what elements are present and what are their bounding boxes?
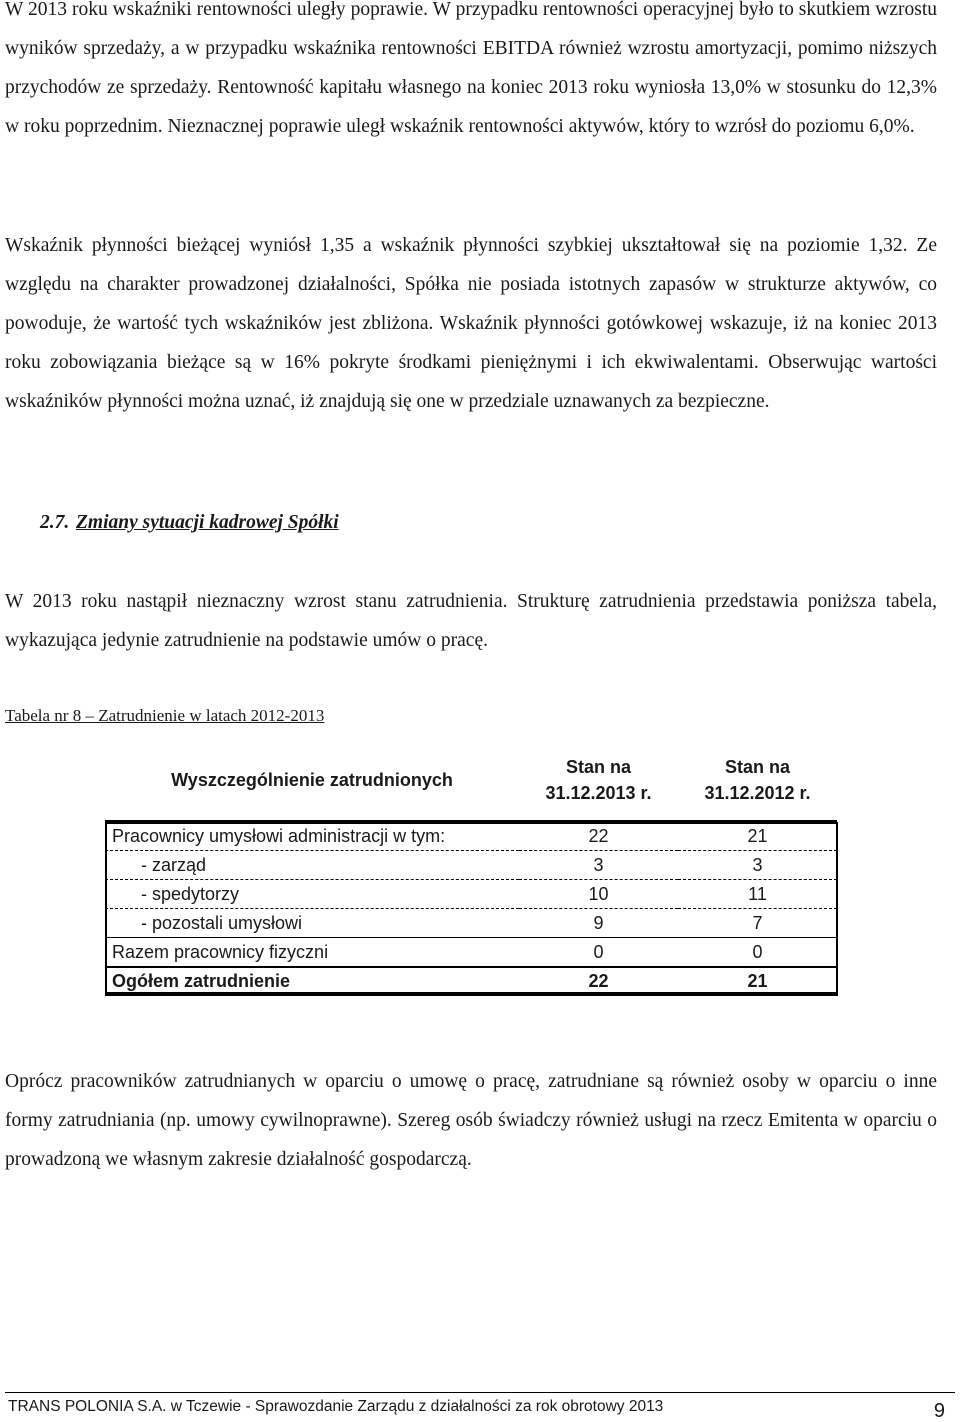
employment-table [105,740,837,994]
cell-2013: 10 [519,880,678,909]
footer-text: TRANS POLONIA S.A. w Tczewie - Sprawozdanie Zarządu z działalności za rok obrotowy 2013 [8,1398,664,1415]
table-caption: Tabela nr 8 – Zatrudnienie w latach 2012-2013 [5,706,325,725]
table-row-total [105,967,837,996]
cell-2012: 7 [678,909,837,938]
cell-2013: 22 [588,971,609,991]
cell-2012: 11 [678,880,837,909]
header-2012: Stan na 31.12.2012 r. [678,740,837,821]
header-description: Wyszczególnienie zatrudnionych [105,740,519,821]
section-heading [40,503,339,542]
page-footer [8,1396,953,1422]
cell-2012: 3 [678,851,837,880]
cell-2013: 3 [519,851,678,880]
paragraph-other-forms: Oprócz pracowników zatrudnianych w oparciu o umowę o pracę, zatrudniane są również osoby w oparciu o inne formy zatrudniania (np. umowy cywilnoprawne). Szereg osób świadczy również usługi na rzecz Emitenta w oparciu o prowadzoną we własnym zakresie działalność gospodarczą. [5,1071,937,1170]
paragraph-employment: W 2013 roku nastąpił nieznaczny wzrost stanu zatrudnienia. Strukturę zatrudnienia przedstawia poniższa tabela, wykazująca jedynie zatrudnienie na podstawie umów o pracę. [5,591,937,651]
cell-2012: 21 [678,821,837,851]
cell-2013: 22 [519,821,678,851]
cell-2013: 9 [519,909,678,938]
table-row [105,880,837,909]
cell-2013: 0 [519,938,678,967]
paragraph-profitability: W 2013 roku wskaźniki rentowności uległy poprawie. W przypadku rentowności operacyjnej było to skutkiem wzrostu wyników sprzedaży, a w przypadku wskaźnika rentowności EBITDA również wzrostu amortyzacji, pomimo niższych przychodów ze sprzedaży. Rentowność kapitału własnego na koniec 2013 roku wyniosła 13,0% w stosunku do 12,3% w roku poprzednim. Nieznacznej poprawie uległ wskaźnik rentowności aktywów, który to wzrósł do poziomu 6,0%. [5,0,937,137]
paragraph-liquidity: Wskaźnik płynności bieżącej wyniósł 1,35 a wskaźnik płynności szybkiej ukształtował się na poziomie 1,32. Ze względu na charakter prowadzonej działalności, Spółka nie posiada istotnych zapasów w strukturze aktywów, co powoduje, że wartość tych wskaźników jest zbliżona. Wskaźnik płynności gotówkowej wskazuje, iż na koniec 2013 roku zobowiązania bieżące są w 16% pokryte środkami pieniężnymi i ich ekwiwalentami. Obserwując wartości wskaźników płynności można uznać, iż znajdują się one w przedziale uznawanych za bezpieczne. [5,235,937,412]
page-number: 9 [933,1400,945,1422]
row-label: Ogółem zatrudnienie [112,971,291,991]
row-label: - spedytorzy [105,880,519,909]
footer-divider [5,1392,955,1393]
header-2013: Stan na 31.12.2013 r. [519,740,678,821]
table-row [105,821,837,851]
table-row [105,909,837,938]
cell-2012: 0 [678,938,837,967]
section-number: 2.7. [40,512,70,533]
row-label: Razem pracownicy fizyczni [105,938,519,967]
table-row [105,851,837,880]
row-label: - zarząd [105,851,519,880]
section-title: Zmiany sytuacji kadrowej Spółki [76,512,339,533]
row-label: - pozostali umysłowi [105,909,519,938]
table-row [105,938,837,967]
row-label: Pracownicy umysłowi administracji w tym: [105,821,519,851]
cell-2012: 21 [747,971,768,991]
